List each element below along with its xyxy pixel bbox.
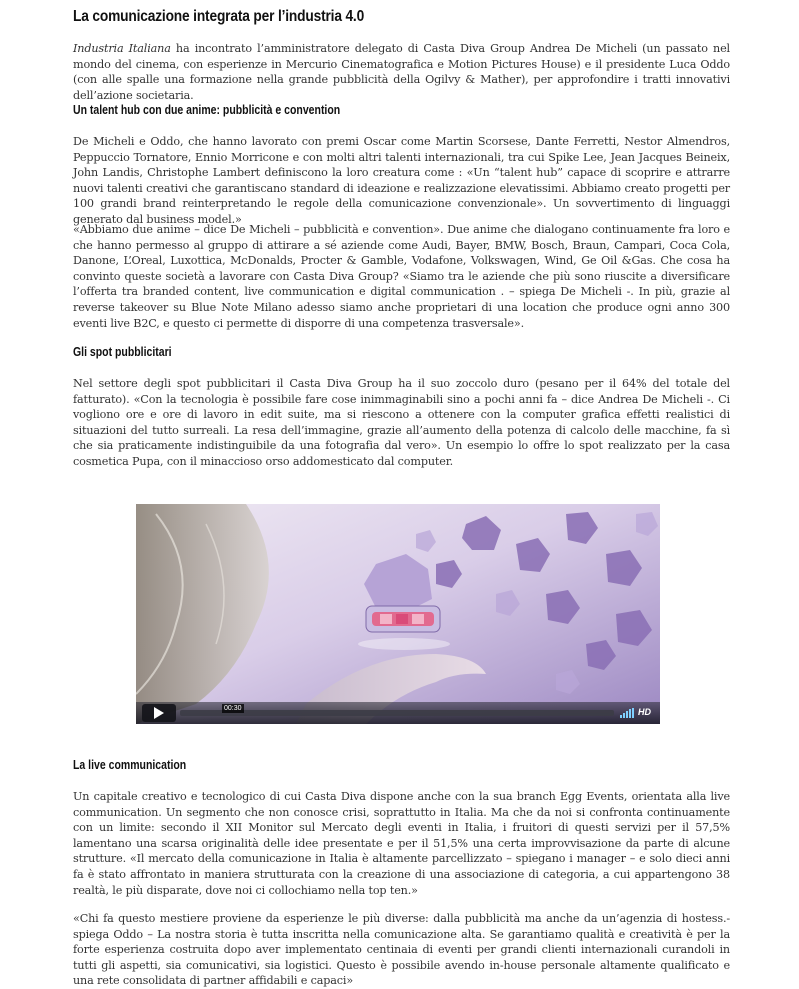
- time-tooltip: 00:30: [224, 705, 242, 712]
- play-button[interactable]: [142, 704, 176, 722]
- live-paragraph-1: Un capitale creativo e tecnologico di cui Casta Diva dispone anche con la sua branch Egg Events, orientata alla live communication. Un segmento che non conosce crisi, soprattutto in Italia. Ma che da noi si confronta continuamente con un limite: secondo il XII Monitor sul Mercato degli eventi in Italia, i fruitori di questi servizi per il 57,5% lamentano una scarsa originalità delle idee presentate e per il 51,5% una certa improvvisazione da parte di alcune strutture. «Il mercato della comunicazione in Italia è altamente parcellizzato – spiegano i manager – e solo dieci anni fa è stato affrontato in maniera strutturata con la creazione di una associazione di categoria, a cui appartengono 38 realtà, le più disparate, dove noi ci collochiamo nella top ten.»: [73, 790, 730, 897]
- hd-toggle[interactable]: HD: [638, 707, 651, 717]
- section-heading-talent-hub: Un talent hub con due anime: pubblicità e convention: [73, 103, 341, 117]
- live-paragraph-2: «Chi fa questo mestiere proviene da esperienze le più diverse: dalla pubblicità ma anche da un’agenzia di hostess.- spiega Oddo – La nostra storia è tutta inscritta nella comunicazione alta. Se garantiamo qualità e creatività è per la forte esperienza costruita dopo aver implementato centinaia di eventi per grandi clienti internazionali curandoli in tutti gli aspetti, sia comunicativi, sia logistici. Questo è possibile avendo in-house personale altamente qualificato e una rete consolidata di partner affidabili e capaci»: [73, 912, 730, 988]
- talent-hub-paragraph-2: «Abbiamo due anime – dice De Micheli – pubblicità e convention». Due anime che dialogano continuamente fra loro e che hanno permesso al gruppo di attirare a sé aziende come Audi, Bayer, BMW, Bosch, Braun, Campari, Coca Cola, Danone, L’Oreal, Luxottica, McDonalds, Procter & Gamble, Vodafone, Volkswagen, Wind, Ge Oil &Gas. Che cosa ha convinto queste società a lavorare con Casta Diva Group? «Siamo tra le aziende che più sono riuscite a diversificare l’offerta tra branded content, live communication e digital communication . – spiega De Micheli -. In più, grazie al reverse takeover su Blue Note Milano adesso siamo anche proprietari di una location che produce ogni anno 300 eventi live B2C, e questo ci permette di disporre di una competenza trasversale».: [73, 223, 730, 330]
- talent-hub-paragraph-1: De Micheli e Oddo, che hanno lavorato con premi Oscar come Martin Scorsese, Dante Ferretti, Nestor Almendros, Peppuccio Tornatore, Ennio Morricone e con molti altri talenti internazionali, tra cui Spike Lee, Jean Jacques Beineix, John Landis, Christophe Lambert definiscono la loro creatura come : «Un “talent hub” capace di scoprire e attrarre nuovi talenti creativi che garantiscano standard di ideazione e realizzazione elevatissimi. Abbiamo creato progetti per 100 grandi brand reinterpretando le regole della comunicazione convenzionale». Un sovvertimento di linguaggi generato dal business model.»: [73, 135, 730, 226]
- section-heading-live: La live communication: [73, 758, 187, 772]
- video-frame: [136, 504, 660, 724]
- intro-paragraph: [73, 41, 730, 103]
- video-player[interactable]: [136, 504, 660, 724]
- volume-icon[interactable]: [620, 708, 634, 718]
- intro-publication-name: Industria Italiana: [73, 42, 171, 55]
- section-heading-spot: Gli spot pubblicitari: [73, 345, 172, 359]
- article-title: La comunicazione integrata per l’industria 4.0: [73, 8, 365, 25]
- spot-paragraph: Nel settore degli spot pubblicitari il Casta Diva Group ha il suo zoccolo duro (pesano per il 64% del totale del fatturato). «Con la tecnologia è possibile fare cose inimmaginabili sino a pochi anni fa – dice Andrea De Micheli -. Ci vogliono ore e ore di lavoro in edit suite, ma si riescono a ottenere con la computer grafica effetti realistici di situazioni del tutto surreali. La resa dell’immagine, grazie all’aumento della potenza di calcolo delle macchine, fa sì che sia praticamente indistinguibile da una fotografia dal vero». Un esempio lo offre lo spot realizzato per la casa cosmetica Pupa, con il minaccioso orso addomesticato dal computer.: [73, 377, 730, 468]
- intro-text: ha incontrato l’amministratore delegato di Casta Diva Group Andrea De Micheli (un passato nel mondo del cinema, con esperienze in Mercurio Cinematografica e Motion Pictures House) e il presidente Luca Oddo (con alle spalle una formazione nella grande pubblicità della Ogilvy & Mather), per approfondire i tratti innovativi dell’azione societaria.: [73, 42, 730, 102]
- play-icon: [153, 707, 165, 719]
- progress-bar[interactable]: [180, 705, 614, 716]
- video-controls: [136, 702, 660, 724]
